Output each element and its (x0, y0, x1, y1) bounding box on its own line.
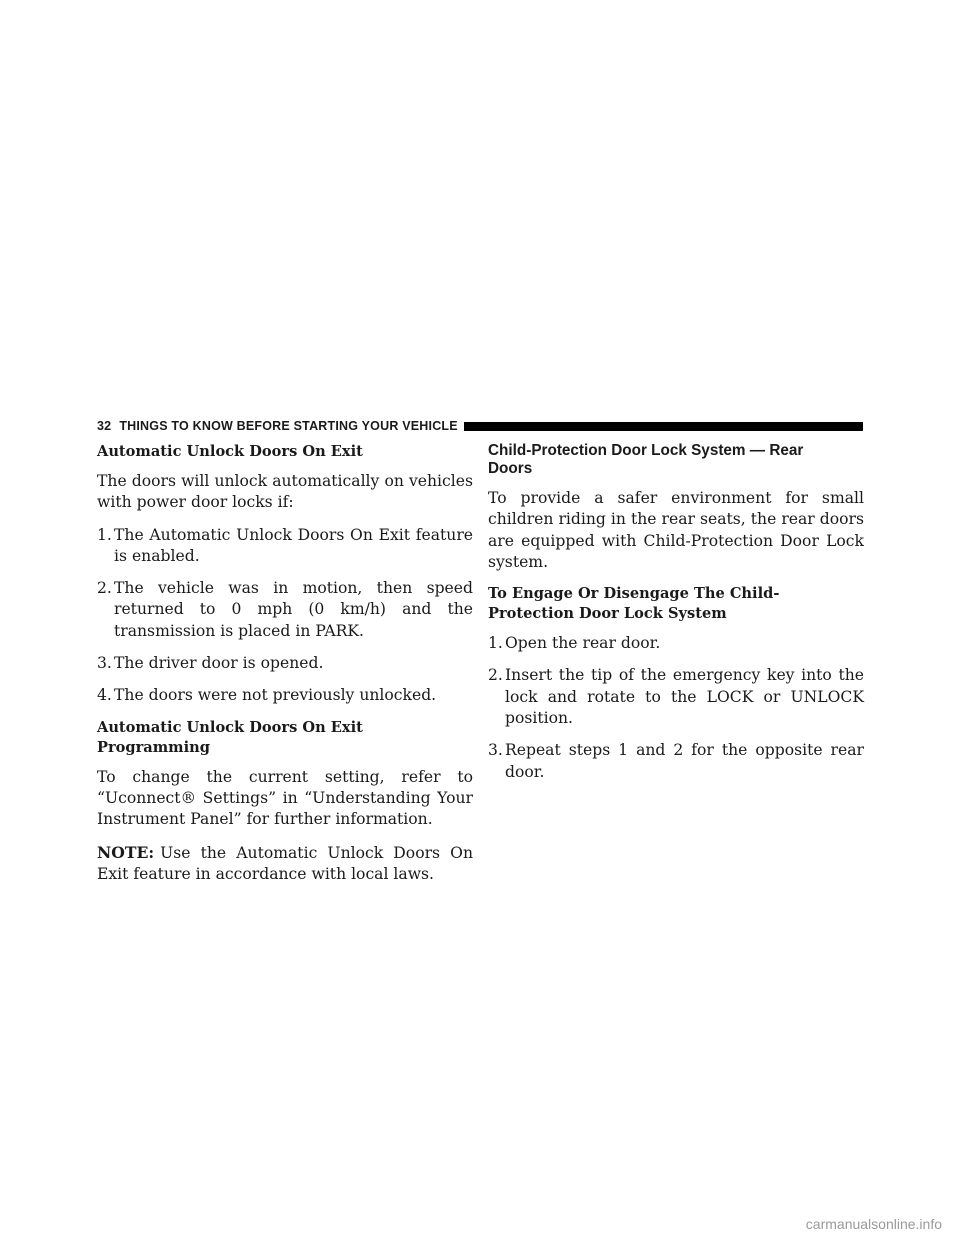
section-title-child-protection: Child-Protection Door Lock System — Rear Doors (488, 442, 804, 477)
header-rule (464, 422, 863, 431)
list-item-number: 4. (97, 686, 112, 705)
list-item-text: The Automatic Unlock Doors On Exit feature is enabled. (114, 525, 473, 565)
list-item (97, 578, 473, 642)
heading-automatic-unlock: Automatic Unlock Doors On Exit (97, 443, 363, 460)
left-column (97, 442, 473, 896)
list-item (97, 685, 473, 706)
list-item-number: 1. (97, 525, 112, 544)
step-number: 3. (488, 741, 503, 760)
heading-programming: Automatic Unlock Doors On Exit Programming (97, 718, 363, 756)
step-text: Repeat steps 1 and 2 for the opposite rear door. (505, 741, 864, 781)
note-paragraph (97, 842, 473, 886)
list-item (97, 525, 473, 568)
child-protection-intro: To provide a safer environment for small children riding in the rear seats, the rear doors are equipped with Child-Protection Door Lock system. (488, 489, 864, 571)
heading-engage-disengage: To Engage Or Disengage The Child-Protection Door Lock System (488, 585, 780, 623)
list-item-number: 3. (97, 654, 112, 673)
step-item (488, 633, 864, 654)
right-column (488, 442, 864, 794)
page-number: 32 (97, 419, 112, 433)
note-text: Use the Automatic Unlock Doors On Exit feature in accordance with local laws. (97, 843, 473, 883)
note-label: NOTE: (97, 842, 155, 862)
list-item (97, 653, 473, 674)
watermark: carmanualsonline.info (805, 1216, 942, 1232)
list-item-text: The driver door is opened. (114, 654, 324, 673)
list-item-number: 2. (97, 579, 112, 598)
list-item-text: The doors were not previously unlocked. (114, 686, 437, 705)
running-header-title: THINGS TO KNOW BEFORE STARTING YOUR VEHICLE (119, 419, 458, 433)
intro-paragraph: The doors will unlock automatically on vehicles with power door locks if: (97, 472, 473, 512)
step-number: 1. (488, 634, 503, 653)
step-item (488, 740, 864, 783)
step-text: Open the rear door. (505, 634, 661, 653)
step-item (488, 665, 864, 729)
list-item-text: The vehicle was in motion, then speed returned to 0 mph (0 km/h) and the transmission is placed in PARK. (114, 579, 473, 640)
page-header (97, 415, 863, 437)
step-text: Insert the tip of the emergency key into the lock and rotate to the LOCK or UNLOCK position. (505, 666, 864, 728)
programming-paragraph: To change the current setting, refer to “Uconnect® Settings” in “Understanding Your Instrument Panel” for further information. (97, 767, 473, 829)
step-number: 2. (488, 666, 503, 685)
